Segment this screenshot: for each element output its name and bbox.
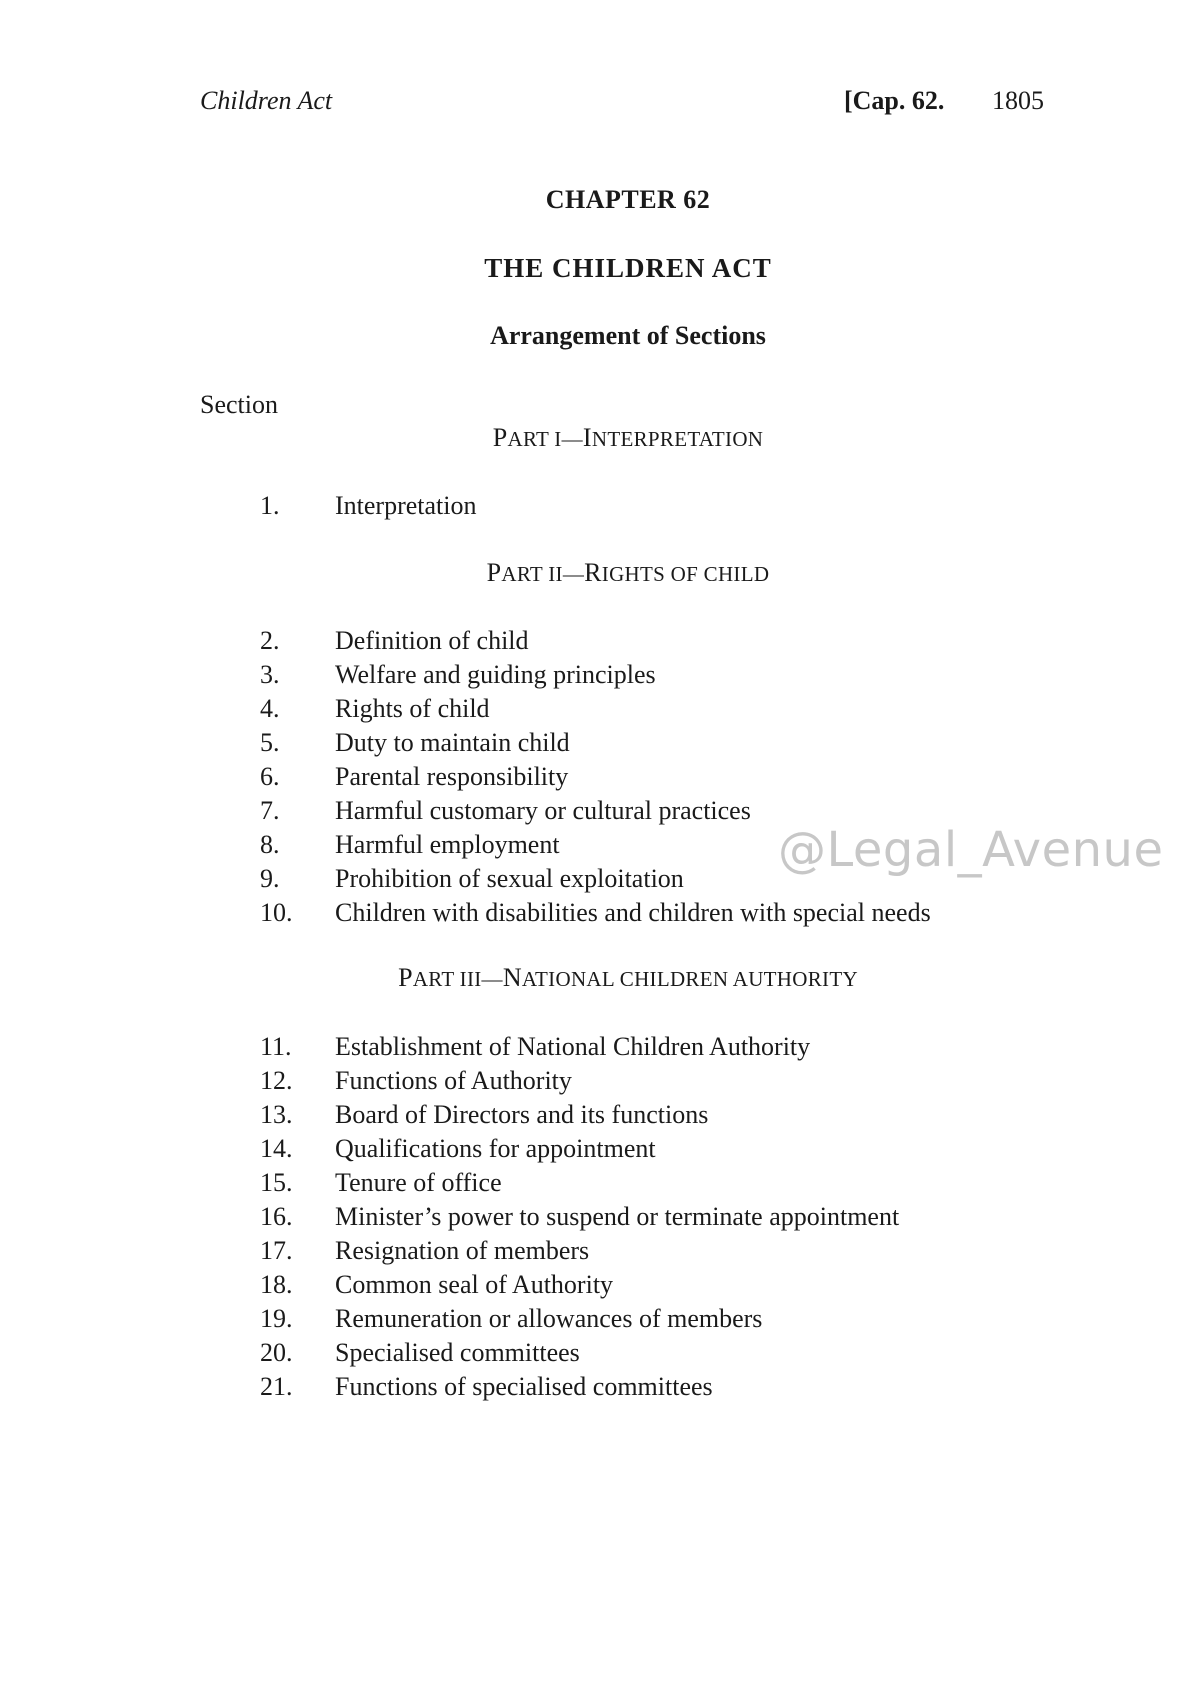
watermark: @Legal_Avenue	[778, 822, 1164, 878]
section-number: 8.	[260, 830, 280, 859]
list-item	[260, 624, 931, 658]
section-title: Functions of specialised committees	[335, 1372, 713, 1401]
section-number: 5.	[260, 728, 280, 757]
section-title: Board of Directors and its functions	[335, 1100, 709, 1129]
section-number: 15.	[260, 1168, 293, 1197]
section-column-label: Section	[200, 390, 278, 419]
section-number: 10.	[260, 898, 293, 927]
section-number: 18.	[260, 1270, 293, 1299]
part-1-prefix: P	[492, 423, 508, 452]
part-3-title-initial: N	[502, 963, 522, 992]
section-title: Tenure of office	[335, 1168, 502, 1197]
section-number: 6.	[260, 762, 280, 791]
list-item	[260, 658, 931, 692]
section-number: 17.	[260, 1236, 293, 1265]
section-title: Parental responsibility	[335, 762, 569, 791]
part-2-title-rest: IGHTS OF CHILD	[601, 562, 770, 586]
section-title: Resignation of members	[335, 1236, 590, 1265]
section-title: Children with disabilities and children with special needs	[335, 898, 931, 927]
list-item	[260, 1370, 899, 1404]
chapter-heading: CHAPTER 62	[545, 185, 711, 214]
list-item	[260, 1302, 899, 1336]
header-page-number: 1805	[992, 86, 1044, 115]
running-header	[200, 86, 1056, 122]
section-title: Functions of Authority	[335, 1066, 572, 1095]
part-2-prefix: P	[486, 558, 502, 587]
section-number: 11.	[260, 1032, 292, 1061]
part-3-prefix: P	[398, 963, 413, 992]
list-item	[260, 1030, 899, 1064]
list-item	[260, 1234, 899, 1268]
act-title: THE CHILDREN ACT	[484, 253, 772, 283]
header-act-name: Children Act	[200, 86, 333, 115]
part-3-word: ART III—	[412, 967, 503, 991]
part-heading-3	[0, 963, 1200, 993]
section-title: Qualifications for appointment	[335, 1134, 656, 1163]
section-title: Welfare and guiding principles	[335, 660, 656, 689]
list-item	[260, 726, 931, 760]
section-number: 19.	[260, 1304, 293, 1333]
part-heading-1	[0, 423, 1200, 453]
section-title: Harmful customary or cultural practices	[335, 796, 751, 825]
section-number: 16.	[260, 1202, 293, 1231]
section-number: 3.	[260, 660, 280, 689]
list-item	[260, 1098, 899, 1132]
part-2-word: ART II—	[501, 562, 585, 586]
list-item	[260, 692, 931, 726]
list-item	[260, 896, 931, 930]
section-title: Rights of child	[335, 694, 490, 723]
part-1-title-initial: I	[582, 423, 592, 452]
part-2-title-initial: R	[584, 558, 602, 587]
part-1-title-rest: NTERPRETATION	[591, 427, 764, 451]
section-title: Definition of child	[335, 626, 529, 655]
section-title: Specialised committees	[335, 1338, 580, 1367]
part-1-sections	[260, 489, 477, 523]
section-number: 1.	[260, 491, 280, 520]
list-item	[260, 1336, 899, 1370]
section-number: 12.	[260, 1066, 293, 1095]
section-title: Establishment of National Children Authority	[335, 1032, 811, 1061]
section-title: Common seal of Authority	[335, 1270, 614, 1299]
arrangement-heading: Arrangement of Sections	[490, 321, 766, 350]
section-number: 20.	[260, 1338, 293, 1367]
list-item	[260, 1268, 899, 1302]
section-title: Prohibition of sexual exploitation	[335, 864, 684, 893]
list-item	[260, 489, 477, 523]
section-number: 13.	[260, 1100, 293, 1129]
section-title: Minister’s power to suspend or terminate appointment	[335, 1202, 900, 1231]
list-item	[260, 1064, 899, 1098]
part-2-sections	[260, 624, 931, 930]
section-number: 2.	[260, 626, 280, 655]
section-number: 7.	[260, 796, 280, 825]
section-number: 21.	[260, 1372, 293, 1401]
section-title: Duty to maintain child	[335, 728, 570, 757]
part-3-title-rest: ATIONAL CHILDREN AUTHORITY	[521, 967, 858, 991]
part-heading-2	[0, 558, 1200, 588]
list-item	[260, 760, 931, 794]
part-3-sections	[260, 1030, 899, 1404]
section-title: Harmful employment	[335, 830, 560, 859]
list-item	[260, 1166, 899, 1200]
section-title: Remuneration or allowances of members	[335, 1304, 763, 1333]
header-chapter-ref: [Cap. 62.	[844, 86, 945, 115]
section-number: 4.	[260, 694, 280, 723]
part-1-word: ART I—	[507, 427, 583, 451]
section-number: 9.	[260, 864, 280, 893]
list-item	[260, 1132, 899, 1166]
list-item	[260, 1200, 899, 1234]
section-title: Interpretation	[335, 491, 477, 520]
section-number: 14.	[260, 1134, 293, 1163]
